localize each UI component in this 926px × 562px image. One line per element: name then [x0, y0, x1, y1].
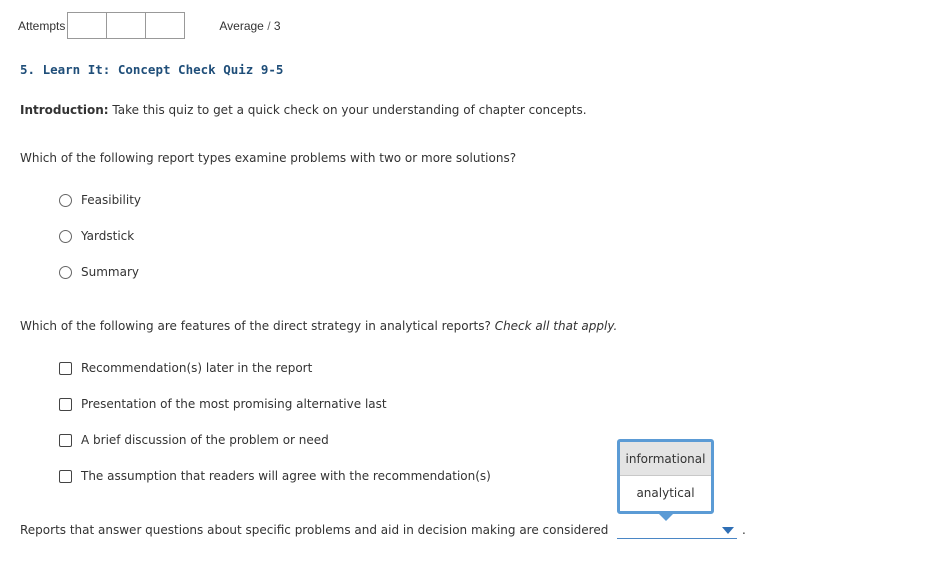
average-score: [219, 19, 280, 33]
option-label: Yardstick: [81, 229, 135, 243]
average-slash: /: [267, 18, 271, 33]
checkbox-option-4[interactable]: [59, 469, 491, 483]
attempts-row: [18, 12, 281, 39]
sentence-period: .: [742, 523, 746, 537]
average-label: Average: [219, 18, 264, 33]
checkbox[interactable]: [59, 470, 72, 483]
dropdown-option-informational[interactable]: informational: [620, 442, 711, 476]
question-2-hint: Check all that apply.: [494, 319, 618, 333]
question-2-prompt: Which of the following are features of the direct strategy in analytical reports?: [20, 319, 495, 333]
dropdown-option-analytical[interactable]: analytical: [636, 486, 695, 500]
option-label: A brief discussion of the problem or need: [81, 433, 329, 447]
radio-button[interactable]: [59, 194, 72, 207]
answer-dropdown[interactable]: [617, 519, 737, 539]
introduction: [20, 103, 587, 117]
radio-option-yardstick[interactable]: [59, 229, 134, 243]
checkbox[interactable]: [59, 434, 72, 447]
radio-button[interactable]: [59, 230, 72, 243]
attempt-box-2: [106, 12, 146, 39]
checkbox[interactable]: [59, 362, 72, 375]
question-1-text: Which of the following report types examine problems with two or more solutions?: [20, 151, 517, 165]
option-label: Summary: [81, 265, 139, 279]
radio-option-summary[interactable]: [59, 265, 139, 279]
checkbox-option-2[interactable]: [59, 397, 387, 411]
intro-text: Take this quiz to get a quick check on your understanding of chapter concepts.: [108, 103, 587, 117]
intro-label: Introduction:: [20, 103, 109, 117]
dropdown-menu: [617, 439, 714, 514]
option-label: Presentation of the most promising alternative last: [81, 397, 387, 411]
average-max: 3: [273, 18, 281, 33]
radio-button[interactable]: [59, 266, 72, 279]
option-label: Feasibility: [81, 193, 141, 207]
question-3-text: Reports that answer questions about specific problems and aid in decision making are considered: [20, 523, 609, 537]
question-2-text: [20, 319, 617, 333]
option-label: Recommendation(s) later in the report: [81, 361, 313, 375]
checkbox-option-3[interactable]: [59, 433, 329, 447]
dropdown-arrow-icon[interactable]: [722, 527, 734, 534]
attempt-box-3: [145, 12, 185, 39]
checkbox-option-1[interactable]: [59, 361, 312, 375]
attempt-box-1: [67, 12, 107, 39]
checkbox[interactable]: [59, 398, 72, 411]
radio-option-feasibility[interactable]: [59, 193, 141, 207]
quiz-title: 5. Learn It: Concept Check Quiz 9-5: [20, 62, 284, 77]
option-label: The assumption that readers will agree with the recommendation(s): [81, 469, 491, 483]
attempts-label: Attempts: [18, 18, 66, 33]
dropdown-pointer: [658, 513, 674, 521]
